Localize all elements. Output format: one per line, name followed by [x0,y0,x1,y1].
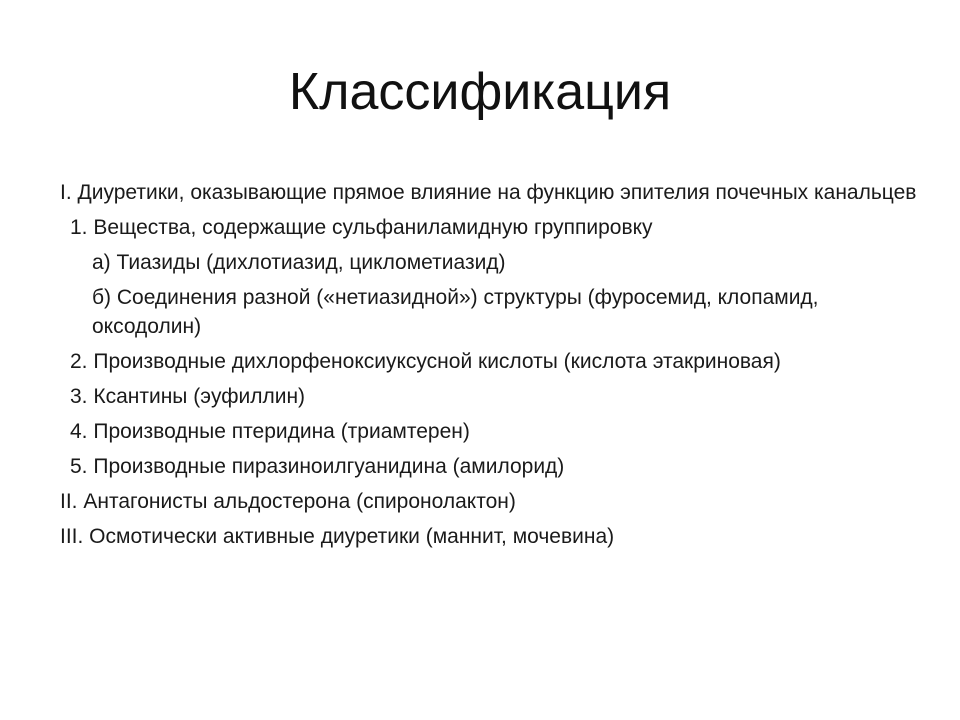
list-item: 3. Ксантины (эуфиллин) [70,385,306,408]
list-item: III. Осмотически активные диуретики (маннит, мочевина) [60,525,615,548]
page-title: Классификация [288,63,672,121]
list-item: I. Диуретики, оказывающие прямое влияние на функцию эпителия почечных канальцев [60,181,917,204]
list-item: а) Тиазиды (дихлотиазид, циклометиазид) [92,251,506,274]
list-item: 5. Производные пиразиноилгуанидина (амилорид) [70,455,565,478]
list-item: б) Соединения разной («нетиазидной») структуры (фуросемид, клопамид, оксодолин) [92,286,819,338]
list-item: 2. Производные дихлорфеноксиуксусной кислоты (кислота этакриновая) [70,350,781,373]
classification-list [60,178,920,557]
list-item: 4. Производные птеридина (триамтерен) [70,420,470,443]
list-item: II. Антагонисты альдостерона (спиронолактон) [60,490,516,513]
list-item: 1. Вещества, содержащие сульфаниламидную группировку [70,216,653,239]
